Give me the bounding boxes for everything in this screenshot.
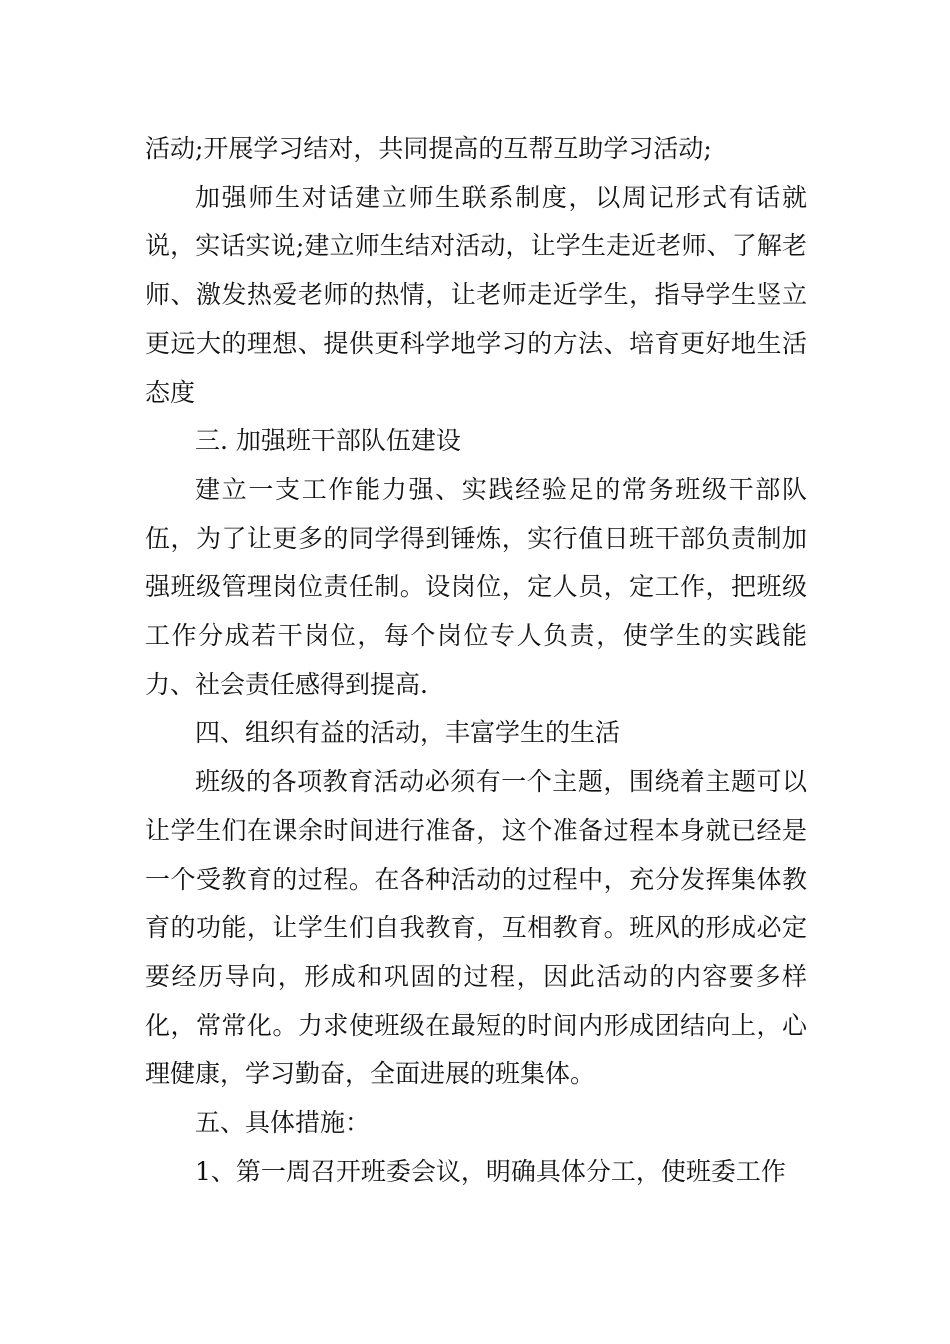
section-heading-5: 五、具体措施： (195, 1108, 371, 1138)
section-heading-4: 四、组织有益的活动，丰富学生的生活 (195, 718, 621, 748)
paragraph-continuation: 活动;开展学习结对，共同提高的互帮互助学习活动; (145, 134, 712, 163)
paragraph-class-cadre: 建立一支工作能力强、实践经验足的常务班级干部队伍，为了让更多的同学得到锤炼，实行值日班干部负责制加强班级管理岗位责任制。设岗位，定人员，定工作，把班级工作分成若干岗位，每个岗位专人负责，使学生的实践能力、社会责任感得到提高. (145, 474, 807, 699)
document-body (145, 125, 807, 1196)
section-heading-3: 三. 加强班干部队伍建设 (195, 426, 461, 456)
paragraph-activities: 班级的各项教育活动必须有一个主题，围绕着主题可以让学生们在课余时间进行准备，这个准备过程本身就已经是一个受教育的过程。在各种活动的过程中，充分发挥集体教育的功能，让学生们自我教育，互相教育。班风的形成必定要经历导向，形成和巩固的过程，因此活动的内容要多样化，常常化。力求使班级在最短的时间内形成团结向上，心理健康，学习勤奋，全面进展的班集体。 (145, 767, 807, 1089)
paragraph-measure-1: 1、第一周召开班委会议，明确具体分工，使班委工作 (195, 1156, 786, 1186)
paragraph-teacher-student-dialogue: 加强师生对话建立师生联系制度，以周记形式有话就说，实话实说;建立师生结对活动，让学生走近老师、了解老师、激发热爱老师的热情，让老师走近学生，指导学生竖立更远大的理想、提供更科学地学习的方法、培育更好地生活态度 (145, 182, 807, 407)
